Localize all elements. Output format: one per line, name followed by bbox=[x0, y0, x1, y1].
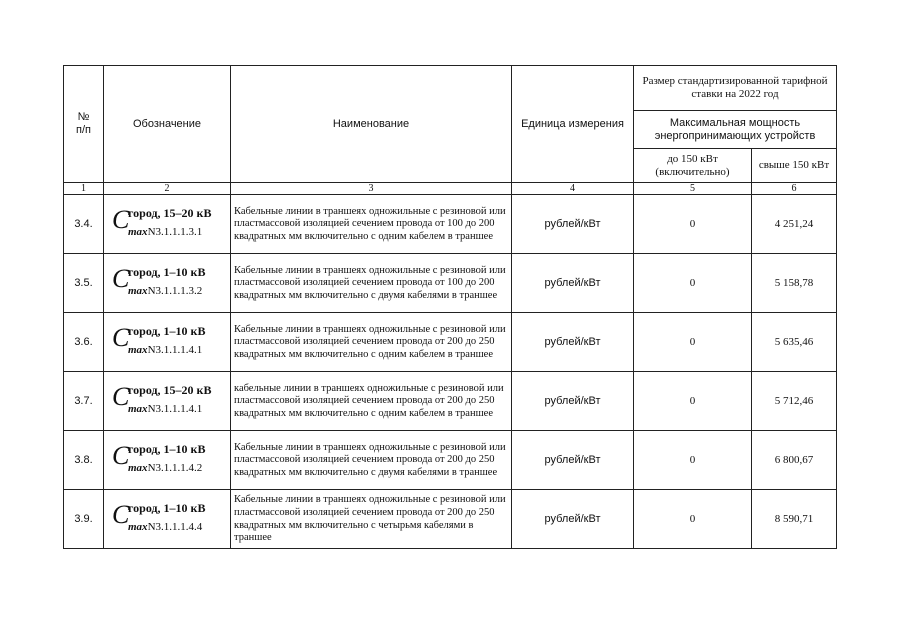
table-row bbox=[64, 431, 837, 490]
formula-superscript: город, 1–10 кВ bbox=[128, 501, 206, 515]
row-unit: рублей/кВт bbox=[512, 195, 634, 254]
index-cell: 4 bbox=[512, 183, 634, 195]
designation-formula bbox=[104, 490, 231, 549]
row-unit: рублей/кВт bbox=[512, 313, 634, 372]
row-unit: рублей/кВт bbox=[512, 254, 634, 313]
row-number: 3.7. bbox=[64, 372, 104, 431]
designation-formula bbox=[104, 195, 231, 254]
row-number: 3.4. bbox=[64, 195, 104, 254]
formula-superscript: город, 15–20 кВ bbox=[128, 383, 212, 397]
table-body bbox=[64, 195, 837, 549]
designation-formula bbox=[104, 313, 231, 372]
header-over-150kw: свыше 150 кВт bbox=[752, 149, 837, 183]
table-row bbox=[64, 490, 837, 549]
formula-symbol: C bbox=[112, 323, 130, 352]
formula-superscript: город, 1–10 кВ bbox=[128, 265, 206, 279]
index-cell: 6 bbox=[752, 183, 837, 195]
row-name: Кабельные линии в траншеях одножильные с резиновой или пластмассовой изоляцией сечением провода от 100 до 200 квадратных мм включительно с двумя кабелями в траншее bbox=[231, 254, 512, 313]
row-number: 3.8. bbox=[64, 431, 104, 490]
index-cell: 2 bbox=[104, 183, 231, 195]
row-name: Кабельные линии в траншеях одножильные с резиновой или пластмассовой изоляцией сечением провода от 100 до 200 квадратных мм включительно с одним кабелем в траншее bbox=[231, 195, 512, 254]
formula-superscript: город, 1–10 кВ bbox=[128, 442, 206, 456]
row-name: Кабельные линии в траншеях одножильные с резиновой или пластмассовой изоляцией сечением провода от 200 до 250 квадратных мм включительно с четырьмя кабелями в траншее bbox=[231, 490, 512, 549]
row-value-upto-150kw: 0 bbox=[634, 254, 752, 313]
row-value-over-150kw: 8 590,71 bbox=[752, 490, 837, 549]
row-value-upto-150kw: 0 bbox=[634, 431, 752, 490]
formula-symbol: C bbox=[112, 500, 130, 529]
table-row bbox=[64, 195, 837, 254]
row-name: кабельные линии в траншеях одножильные с резиновой или пластмассовой изоляцией сечением провода от 200 до 250 квадратных мм включительно с одним кабелем в траншее bbox=[231, 372, 512, 431]
formula-superscript: город, 1–10 кВ bbox=[128, 324, 206, 338]
row-value-over-150kw: 5 635,46 bbox=[752, 313, 837, 372]
header-capacity-group: Максимальная мощность энергопринимающих устройств bbox=[634, 111, 837, 149]
row-value-upto-150kw: 0 bbox=[634, 313, 752, 372]
formula-symbol: C bbox=[112, 382, 130, 411]
formula-subscript: maxN3.1.1.1.4.4 bbox=[128, 521, 203, 533]
formula-subscript: maxN3.1.1.1.4.2 bbox=[128, 462, 203, 474]
header-unit: Единица измерения bbox=[512, 66, 634, 183]
row-number: 3.6. bbox=[64, 313, 104, 372]
row-unit: рублей/кВт bbox=[512, 431, 634, 490]
formula-subscript: maxN3.1.1.1.4.1 bbox=[128, 344, 203, 356]
index-cell: 3 bbox=[231, 183, 512, 195]
formula-symbol: C bbox=[112, 264, 130, 293]
header-upto-150kw: до 150 кВт (включительно) bbox=[634, 149, 752, 183]
row-value-upto-150kw: 0 bbox=[634, 372, 752, 431]
row-value-over-150kw: 6 800,67 bbox=[752, 431, 837, 490]
row-value-over-150kw: 5 158,78 bbox=[752, 254, 837, 313]
header-tariff-group: Размер стандартизированной тарифной ставки на 2022 год bbox=[634, 66, 837, 111]
formula-subscript: maxN3.1.1.1.4.1 bbox=[128, 403, 203, 415]
formula-symbol: C bbox=[112, 441, 130, 470]
tariff-table bbox=[63, 65, 837, 549]
column-index-row bbox=[64, 183, 837, 195]
formula-subscript: maxN3.1.1.1.3.2 bbox=[128, 285, 203, 297]
index-cell: 1 bbox=[64, 183, 104, 195]
header-designation: Обозначение bbox=[104, 66, 231, 183]
formula-symbol: C bbox=[112, 205, 130, 234]
table-row bbox=[64, 313, 837, 372]
row-unit: рублей/кВт bbox=[512, 372, 634, 431]
row-unit: рублей/кВт bbox=[512, 490, 634, 549]
designation-formula bbox=[104, 254, 231, 313]
header-no: № п/п bbox=[64, 66, 104, 183]
row-number: 3.9. bbox=[64, 490, 104, 549]
row-value-over-150kw: 4 251,24 bbox=[752, 195, 837, 254]
row-name: Кабельные линии в траншеях одножильные с резиновой или пластмассовой изоляцией сечением провода от 200 до 250 квадратных мм включительно с двумя кабелями в траншее bbox=[231, 431, 512, 490]
formula-subscript: maxN3.1.1.1.3.1 bbox=[128, 226, 203, 238]
index-cell: 5 bbox=[634, 183, 752, 195]
row-value-upto-150kw: 0 bbox=[634, 490, 752, 549]
header-name: Наименование bbox=[231, 66, 512, 183]
designation-formula bbox=[104, 372, 231, 431]
row-value-over-150kw: 5 712,46 bbox=[752, 372, 837, 431]
table-row bbox=[64, 372, 837, 431]
table-row bbox=[64, 254, 837, 313]
formula-superscript: город, 15–20 кВ bbox=[128, 206, 212, 220]
designation-formula bbox=[104, 431, 231, 490]
row-name: Кабельные линии в траншеях одножильные с резиновой или пластмассовой изоляцией сечением провода от 200 до 250 квадратных мм включительно с одним кабелем в траншее bbox=[231, 313, 512, 372]
row-number: 3.5. bbox=[64, 254, 104, 313]
row-value-upto-150kw: 0 bbox=[634, 195, 752, 254]
